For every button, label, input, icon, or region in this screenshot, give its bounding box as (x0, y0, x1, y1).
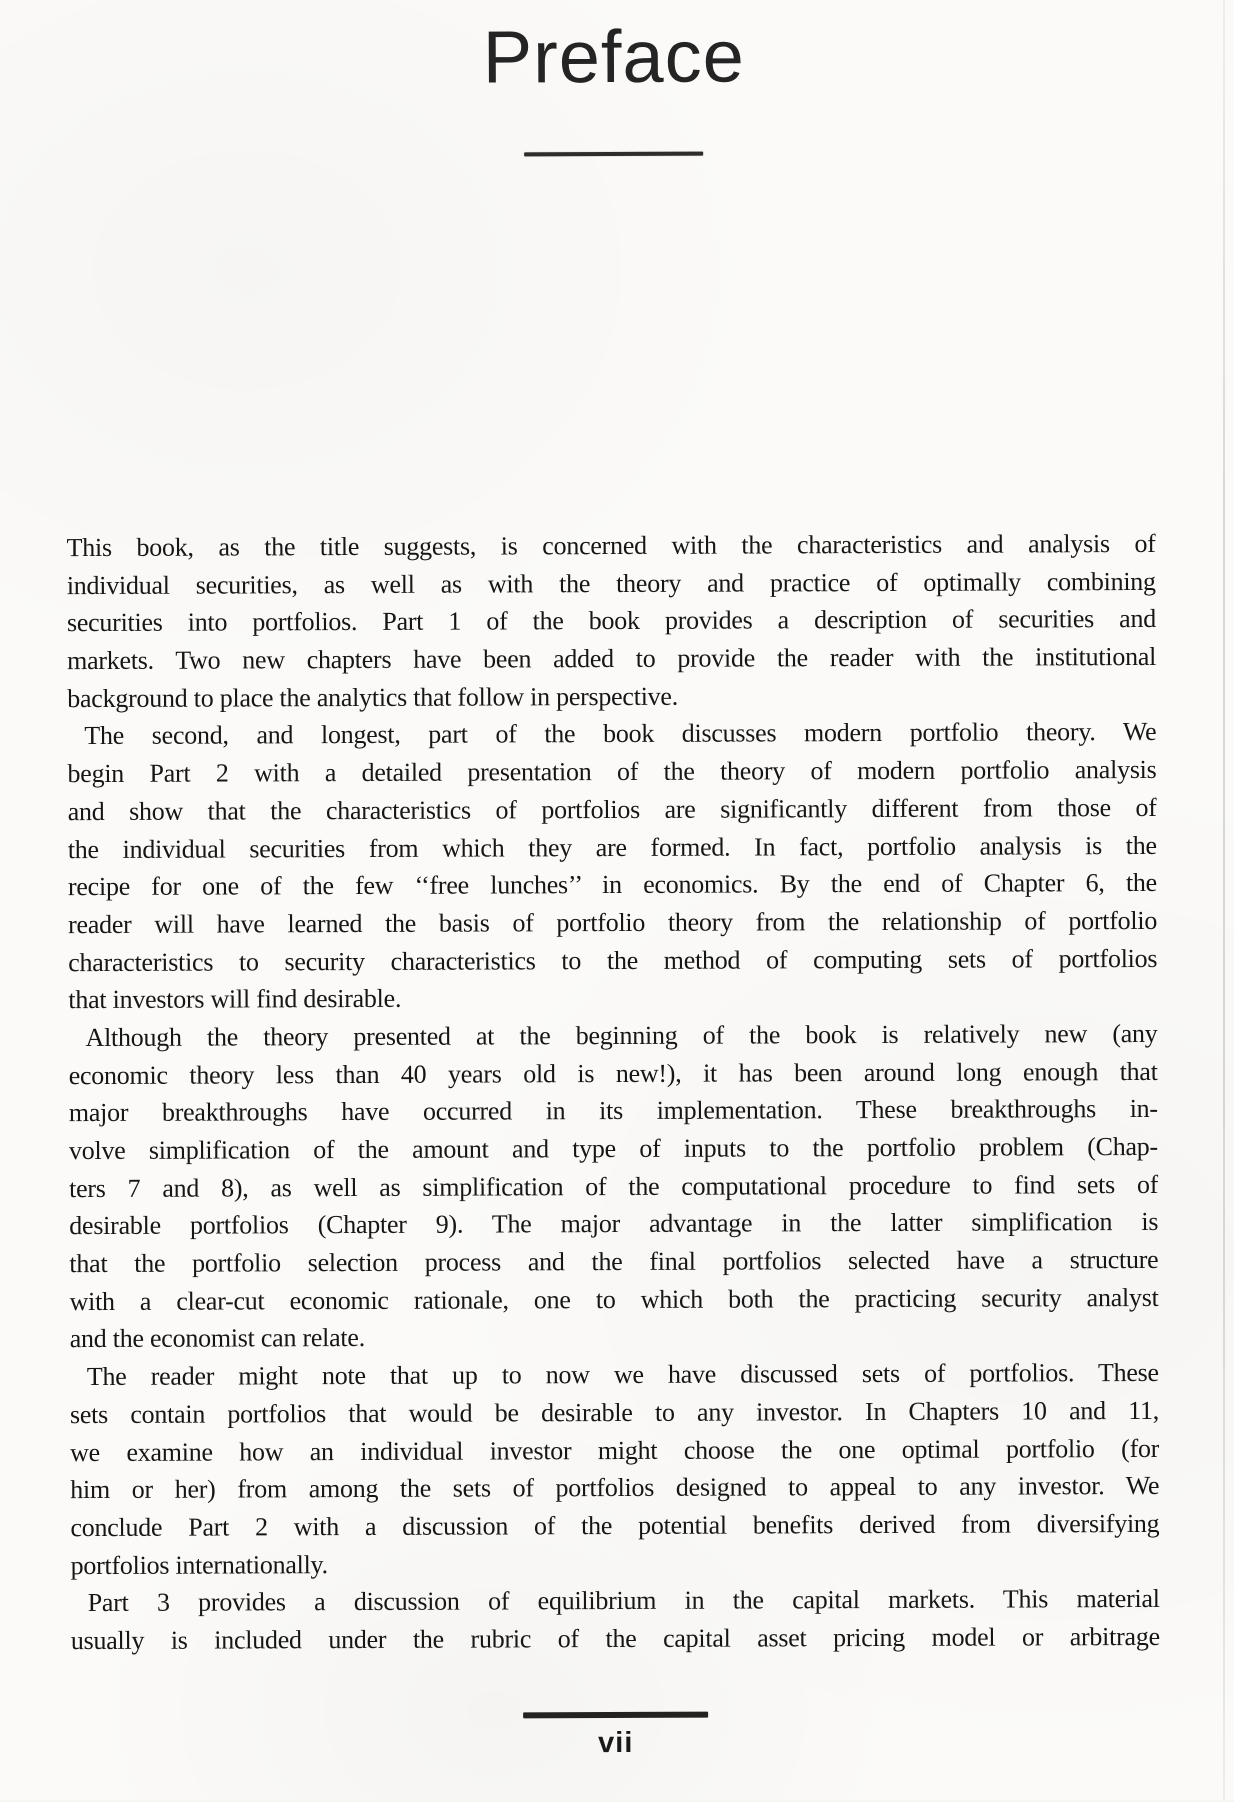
text-line: securities into portfolios. Part 1 of the book provides a description of securities and (66, 604, 1156, 638)
text-line: individual securities, as well as with the theory and practice of optimally combining (66, 566, 1156, 600)
text-line: Although the theory presented at the beginning of the book is relatively new (any (85, 1018, 1158, 1052)
text-line: sets contain portfolios that would be desirable to any investor. In Chapters 10 and 11, (69, 1395, 1160, 1429)
text-line: background to place the analytics that follow in perspective. (67, 681, 678, 713)
text-line: Part 3 provides a discussion of equilibrium in the capital markets. This material (87, 1584, 1160, 1618)
footer-divider (523, 1712, 708, 1719)
text-line: desirable portfolios (Chapter 9). The major advantage in the latter simplification is (69, 1207, 1159, 1241)
text-line: This book, as the title suggests, is concerned with the characteristics and analysis of (66, 528, 1156, 563)
text-line: conclude Part 2 with a discussion of the potential benefits derived from diversifying (70, 1508, 1160, 1542)
text-line: that the portfolio selection process and the final portfolios selected have a structure (69, 1244, 1159, 1279)
text-line: The second, and longest, part of the book discusses modern portfolio theory. We (84, 717, 1157, 751)
text-line: The reader might note that up to now we have discussed sets of portfolios. These (86, 1358, 1159, 1392)
text-line: ters 7 and 8), as well as simplification of the computational procedure to find sets of (69, 1169, 1159, 1203)
text-line: usually is included under the rubric of the capital asset pricing model or arbitrage (70, 1621, 1160, 1656)
text-line: begin Part 2 with a detailed presentation of the theory of modern portfolio analysis (67, 755, 1157, 789)
text-line: major breakthroughs have occurred in its implementation. These breakthroughs in- (68, 1094, 1158, 1128)
text-line: with a clear-cut economic rationale, one to which both the practicing security analyst (69, 1282, 1159, 1316)
preface-body (67, 525, 1160, 1660)
text-line: volve simplification of the amount and type of inputs to the portfolio problem (Chap- (68, 1131, 1159, 1166)
text-line: characteristics to security characteristics to the method of computing sets of portfolios (68, 943, 1158, 977)
text-line: that investors will find desirable. (68, 984, 402, 1015)
text-line: portfolios internationally. (70, 1549, 328, 1580)
text-line: recipe for one of the few ‘‘free lunches’’ in economics. By the end of Chapter 6, the (67, 868, 1157, 902)
text-line: we examine how an individual investor might choose the one optimal portfolio (for (70, 1433, 1160, 1467)
page-number: vii (598, 1726, 634, 1760)
text-line: the individual securities from which they are formed. In fact, portfolio analysis is the (67, 830, 1157, 864)
scan-edge-line (1223, 0, 1225, 1800)
text-line: reader will have learned the basis of portfolio theory from the relationship of portfolio (68, 905, 1158, 939)
text-line: and show that the characteristics of portfolios are significantly different from those of (67, 792, 1157, 826)
page-title: Preface (482, 14, 745, 99)
title-divider (524, 152, 703, 157)
text-line: and the economist can relate. (69, 1323, 365, 1354)
text-line: economic theory less than 40 years old is new!), it has been around long enough that (68, 1056, 1158, 1090)
text-line: him or her) from among the sets of portfolios designed to appeal to any investor. We (70, 1471, 1160, 1505)
text-line: markets. Two new chapters have been added to provide the reader with the institutional (67, 641, 1157, 676)
